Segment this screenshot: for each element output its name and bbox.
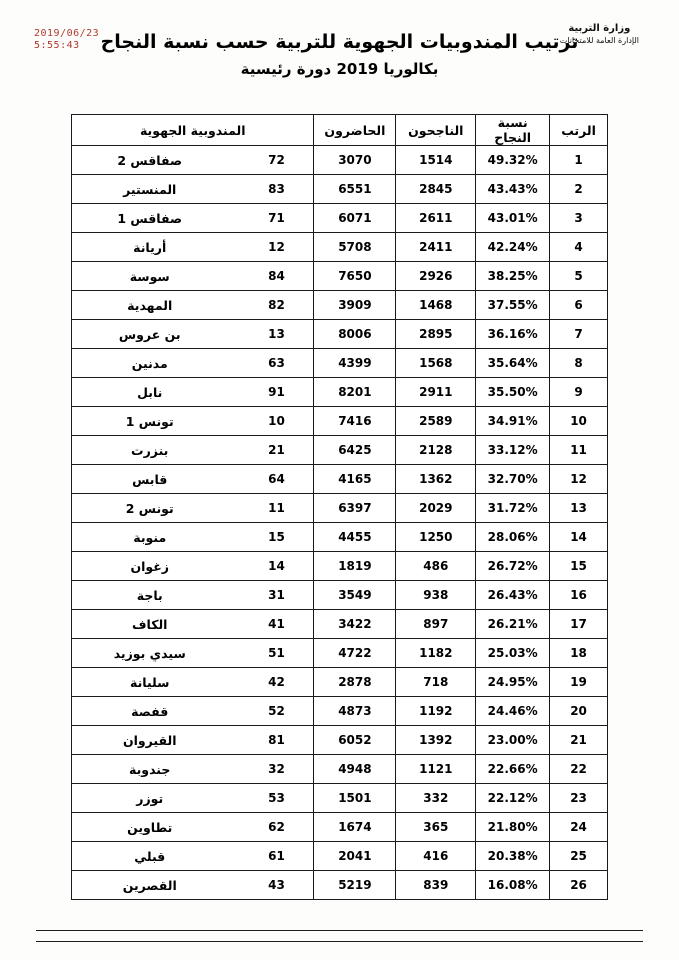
cell-present: 6071 [314, 204, 396, 233]
region-name: الكاف [131, 616, 168, 632]
cell-passed: 2611 [396, 204, 476, 233]
table-row [72, 668, 608, 697]
region-name: المهدية [127, 297, 173, 313]
cell-rank: 12 [550, 465, 608, 494]
cell-rank: 11 [550, 436, 608, 465]
cell-present: 5219 [314, 871, 396, 900]
table-header-row [72, 115, 608, 146]
table-row [72, 755, 608, 784]
cell-passed: 2911 [396, 378, 476, 407]
region-name: باجة [136, 587, 163, 603]
cell-present: 8201 [314, 378, 396, 407]
cell-region [72, 842, 314, 871]
cell-region [72, 320, 314, 349]
cell-rank: 22 [550, 755, 608, 784]
region-name: القيروان [122, 732, 177, 748]
table-row [72, 407, 608, 436]
cell-passed: 486 [396, 552, 476, 581]
region-name: تونس 2 [125, 500, 174, 516]
region-name: نابل [137, 384, 163, 400]
header-region: المندوبية الجهوية [72, 115, 314, 146]
region-name: سليانة [129, 674, 170, 690]
region-code: 32 [268, 762, 285, 776]
table-row [72, 262, 608, 291]
cell-region [72, 291, 314, 320]
region-code: 81 [268, 733, 285, 747]
table-row [72, 726, 608, 755]
cell-region [72, 726, 314, 755]
table-row [72, 349, 608, 378]
cell-rate: 31.72% [476, 494, 550, 523]
cell-rate: 38.25% [476, 262, 550, 291]
table-row [72, 552, 608, 581]
table-row [72, 639, 608, 668]
region-code: 53 [268, 791, 285, 805]
cell-passed: 718 [396, 668, 476, 697]
cell-rank: 10 [550, 407, 608, 436]
region-name: جندوبة [129, 761, 171, 777]
region-code: 84 [268, 269, 285, 283]
cell-region [72, 871, 314, 900]
cell-region [72, 378, 314, 407]
cell-region [72, 204, 314, 233]
table-row [72, 291, 608, 320]
cell-region [72, 523, 314, 552]
cell-rank: 15 [550, 552, 608, 581]
region-code: 91 [268, 385, 285, 399]
table-row [72, 436, 608, 465]
footer-rule-top [36, 930, 643, 931]
cell-rank: 14 [550, 523, 608, 552]
cell-rank: 20 [550, 697, 608, 726]
region-name: سوسة [129, 268, 170, 284]
cell-rate: 22.12% [476, 784, 550, 813]
region-code: 63 [268, 356, 285, 370]
scan-time: 5:55:43 [34, 40, 80, 51]
cell-passed: 938 [396, 581, 476, 610]
cell-rate: 20.38% [476, 842, 550, 871]
cell-passed: 1182 [396, 639, 476, 668]
region-code: 52 [268, 704, 285, 718]
region-code: 12 [268, 240, 285, 254]
cell-passed: 416 [396, 842, 476, 871]
region-code: 61 [268, 849, 285, 863]
cell-present: 1501 [314, 784, 396, 813]
table-row [72, 204, 608, 233]
cell-region [72, 175, 314, 204]
title-main: ترتيب المندوبيات الجهوية للتربية حسب نسبة النجاح [100, 31, 579, 53]
cell-region [72, 813, 314, 842]
table-row [72, 320, 608, 349]
cell-region [72, 465, 314, 494]
cell-rate: 26.43% [476, 581, 550, 610]
cell-present: 6052 [314, 726, 396, 755]
cell-rate: 24.46% [476, 697, 550, 726]
cell-rank: 2 [550, 175, 608, 204]
cell-rank: 21 [550, 726, 608, 755]
cell-rate: 26.21% [476, 610, 550, 639]
cell-present: 1819 [314, 552, 396, 581]
cell-rank: 19 [550, 668, 608, 697]
cell-passed: 1362 [396, 465, 476, 494]
cell-rank: 17 [550, 610, 608, 639]
region-name: قابس [132, 471, 168, 487]
table-row [72, 813, 608, 842]
cell-rank: 7 [550, 320, 608, 349]
region-code: 21 [268, 443, 285, 457]
region-name: سيدي بوزيد [113, 645, 186, 661]
table-row [72, 842, 608, 871]
cell-passed: 2589 [396, 407, 476, 436]
ministry-name: وزارة التربية [568, 23, 631, 34]
cell-present: 4948 [314, 755, 396, 784]
table-row [72, 871, 608, 900]
cell-rank: 6 [550, 291, 608, 320]
cell-rank: 24 [550, 813, 608, 842]
ranking-table [71, 114, 608, 900]
region-code: 71 [268, 211, 285, 225]
header-present: الحاضرون [314, 115, 396, 146]
cell-present: 3422 [314, 610, 396, 639]
page-title [0, 28, 679, 82]
cell-passed: 1121 [396, 755, 476, 784]
cell-rate: 37.55% [476, 291, 550, 320]
cell-present: 6551 [314, 175, 396, 204]
cell-passed: 2128 [396, 436, 476, 465]
cell-rank: 18 [550, 639, 608, 668]
cell-rank: 25 [550, 842, 608, 871]
region-code: 43 [268, 878, 285, 892]
cell-rank: 23 [550, 784, 608, 813]
footer-rule-bottom [36, 941, 643, 942]
region-name: أريانة [133, 239, 167, 255]
cell-passed: 839 [396, 871, 476, 900]
cell-rate: 23.00% [476, 726, 550, 755]
cell-passed: 1568 [396, 349, 476, 378]
cell-passed: 1392 [396, 726, 476, 755]
region-code: 72 [268, 153, 285, 167]
region-name: بنزرت [131, 442, 169, 458]
region-code: 15 [268, 530, 285, 544]
table-row [72, 465, 608, 494]
cell-rate: 43.43% [476, 175, 550, 204]
region-name: بن عروس [118, 326, 181, 342]
table-row [72, 784, 608, 813]
cell-region [72, 639, 314, 668]
cell-present: 4722 [314, 639, 396, 668]
region-code: 41 [268, 617, 285, 631]
ranking-table-wrapper [71, 114, 608, 900]
cell-region [72, 233, 314, 262]
cell-region [72, 436, 314, 465]
region-name: القصرين [122, 877, 177, 893]
cell-passed: 365 [396, 813, 476, 842]
region-code: 31 [268, 588, 285, 602]
cell-rate: 16.08% [476, 871, 550, 900]
cell-rank: 16 [550, 581, 608, 610]
region-code: 62 [268, 820, 285, 834]
cell-rate: 42.24% [476, 233, 550, 262]
cell-present: 2041 [314, 842, 396, 871]
cell-present: 4873 [314, 697, 396, 726]
table-body [72, 146, 608, 900]
cell-rate: 43.01% [476, 204, 550, 233]
region-code: 14 [268, 559, 285, 573]
region-code: 83 [268, 182, 285, 196]
cell-present: 3549 [314, 581, 396, 610]
cell-passed: 332 [396, 784, 476, 813]
cell-rate: 22.66% [476, 755, 550, 784]
cell-passed: 2895 [396, 320, 476, 349]
cell-rate: 34.91% [476, 407, 550, 436]
region-name: مدنين [131, 355, 168, 371]
region-name: قبلي [134, 848, 166, 864]
header-rate: نسبة النجاح [476, 115, 550, 146]
cell-passed: 1468 [396, 291, 476, 320]
table-row [72, 378, 608, 407]
cell-present: 5708 [314, 233, 396, 262]
region-name: منوبة [133, 529, 167, 545]
region-name: توزر [136, 790, 164, 806]
cell-present: 6397 [314, 494, 396, 523]
cell-region [72, 552, 314, 581]
cell-present: 1674 [314, 813, 396, 842]
region-code: 10 [268, 414, 285, 428]
cell-region [72, 407, 314, 436]
cell-region [72, 755, 314, 784]
region-name: تطاوين [127, 819, 173, 835]
cell-rate: 21.80% [476, 813, 550, 842]
region-name: المنستير [123, 181, 177, 197]
cell-present: 6425 [314, 436, 396, 465]
cell-passed: 1514 [396, 146, 476, 175]
region-name: زغوان [130, 558, 169, 574]
cell-rate: 35.64% [476, 349, 550, 378]
cell-rank: 5 [550, 262, 608, 291]
cell-rate: 32.70% [476, 465, 550, 494]
cell-region [72, 610, 314, 639]
cell-passed: 2029 [396, 494, 476, 523]
scan-date: 2019/06/23 [34, 28, 100, 39]
table-row [72, 697, 608, 726]
table-row [72, 233, 608, 262]
cell-region [72, 581, 314, 610]
cell-region [72, 262, 314, 291]
cell-region [72, 697, 314, 726]
cell-rank: 26 [550, 871, 608, 900]
cell-passed: 897 [396, 610, 476, 639]
cell-passed: 2411 [396, 233, 476, 262]
cell-passed: 2845 [396, 175, 476, 204]
table-row [72, 610, 608, 639]
cell-passed: 2926 [396, 262, 476, 291]
cell-region [72, 494, 314, 523]
table-row [72, 175, 608, 204]
region-code: 82 [268, 298, 285, 312]
cell-region [72, 349, 314, 378]
region-code: 11 [268, 501, 285, 515]
cell-rate: 28.06% [476, 523, 550, 552]
cell-passed: 1192 [396, 697, 476, 726]
cell-rank: 4 [550, 233, 608, 262]
region-code: 51 [268, 646, 285, 660]
region-code: 13 [268, 327, 285, 341]
region-code: 64 [268, 472, 285, 486]
cell-present: 3909 [314, 291, 396, 320]
table-row [72, 523, 608, 552]
cell-present: 7650 [314, 262, 396, 291]
table-row [72, 581, 608, 610]
cell-passed: 1250 [396, 523, 476, 552]
cell-rate: 49.32% [476, 146, 550, 175]
cell-rank: 8 [550, 349, 608, 378]
cell-rate: 25.03% [476, 639, 550, 668]
region-name: قفصة [131, 703, 169, 719]
table-row [72, 146, 608, 175]
cell-present: 2878 [314, 668, 396, 697]
cell-rate: 35.50% [476, 378, 550, 407]
region-name: صفاقس 2 [117, 152, 183, 168]
cell-rate: 33.12% [476, 436, 550, 465]
region-name: صفاقس 1 [117, 210, 183, 226]
header-rank: الرتب [550, 115, 608, 146]
cell-present: 4455 [314, 523, 396, 552]
cell-present: 3070 [314, 146, 396, 175]
cell-present: 4399 [314, 349, 396, 378]
cell-rate: 26.72% [476, 552, 550, 581]
table-row [72, 494, 608, 523]
cell-region [72, 146, 314, 175]
cell-present: 4165 [314, 465, 396, 494]
cell-rank: 3 [550, 204, 608, 233]
title-sub: بكالوريا 2019 دورة رئيسية [240, 60, 439, 78]
cell-region [72, 668, 314, 697]
cell-rank: 1 [550, 146, 608, 175]
region-name: تونس 1 [125, 413, 174, 429]
cell-present: 7416 [314, 407, 396, 436]
region-code: 42 [268, 675, 285, 689]
cell-rank: 9 [550, 378, 608, 407]
ministry-department: الإدارة العامة للامتحانات [559, 36, 639, 45]
cell-rank: 13 [550, 494, 608, 523]
header-passed: الناجحون [396, 115, 476, 146]
cell-region [72, 784, 314, 813]
cell-rate: 24.95% [476, 668, 550, 697]
cell-rate: 36.16% [476, 320, 550, 349]
cell-present: 8006 [314, 320, 396, 349]
